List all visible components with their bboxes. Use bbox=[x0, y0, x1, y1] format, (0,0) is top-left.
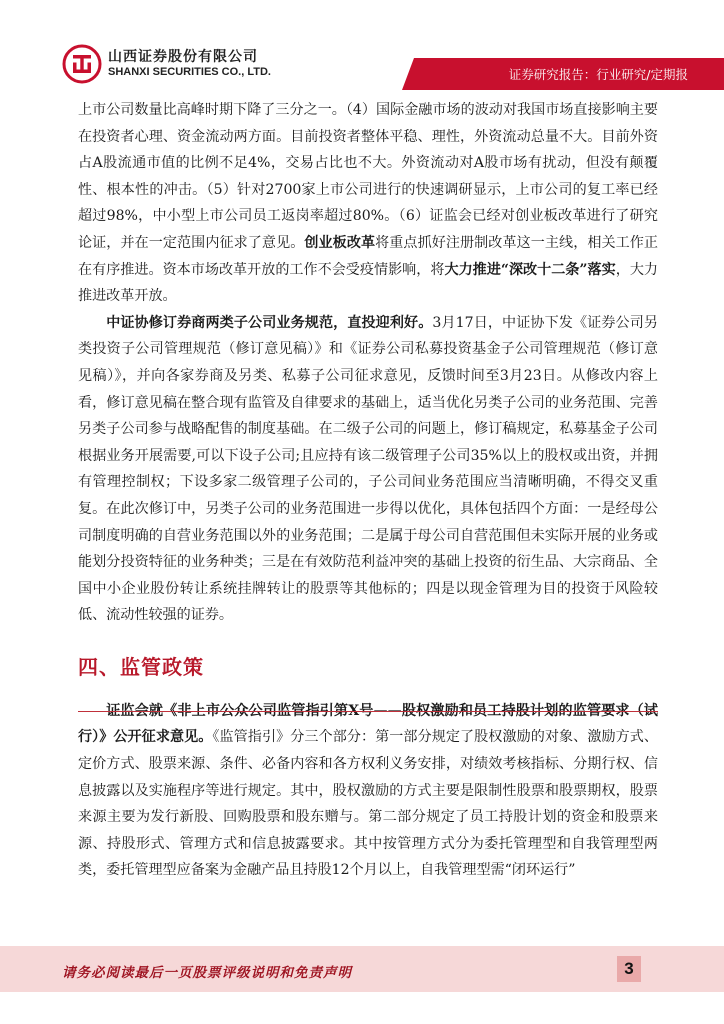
company-name-cn: 山西证券股份有限公司 bbox=[108, 49, 258, 65]
company-logo-icon bbox=[62, 44, 102, 84]
bold-run: 创业板改革 bbox=[304, 234, 376, 251]
disclaimer-note: 请务必阅读最后一页股票评级说明和免责声明 bbox=[62, 965, 352, 981]
section-divider bbox=[78, 711, 658, 712]
page-footer bbox=[0, 946, 724, 992]
bold-run: 证监会就《非上市公众公司监管指引第X号——股权激励和员工持股计划的监管要求（试行）》公开征求意见。 bbox=[78, 702, 658, 746]
text-run: 将重点抓好注册制改革这一主线，相关工作正在有序推进。资本市场改革开放的工作不会受疫情影响，将 bbox=[78, 234, 659, 278]
page-header bbox=[0, 0, 724, 96]
report-type-banner bbox=[402, 58, 724, 90]
paragraph-market-overview bbox=[78, 97, 658, 310]
text-run: 3月17日，中证协下发《证券公司另类投资子公司管理规范（修订意见稿）》和《证券公司私募投资基金子公司管理规范（修订意见稿）》，并向各家券商及另类、私募子公司征求意见，反馈时间至3月23日。从修改内容上看，修订意见稿在整合现有监管及自律要求的基础上，适当优化另类子公司的业务范围、完善另类子公司参与战略配售的制度基础。在二级子公司的问题上，修订稿规定，私募基金子公司根据业务开展需要,可以下设子公司;且应持有该二级管理子公司35%以上的股权或出资，并拥有管理控制权；下设多家二级管理子公司的，子公司间业务范围应当清晰明确，不得交叉重复。在此次修订中，另类子公司的业务范围进一步得以优化，具体包括四个方面：一是经母公司制度明确的自营业务范围以外的业务范围；二是属于母公司自营范围但未实际开展的业务或能划分投资特征的业务种类；三是在有效防范利益冲突的基础上投资的衍生品、大宗商品、全国中小企业股份转让系统挂牌转让的股票等其他标的；四是以现金管理为目的投资于风险较低、流动性较强的证券。 bbox=[78, 314, 658, 624]
main-content bbox=[78, 97, 658, 884]
text-run: 上市公司数量比高峰时期下降了三分之一。（4）国际金融市场的波动对我国市场直接影响主要在投资者心理、资金流动两方面。目前投资者整体平稳、理性，外资流动总量不大。目前外资占A股流通市值的比例不足4%，交易占比也不大。外资流动对A股市场有扰动，但没有颠覆性、根本性的冲击。（5）针对2700家上市公司进行的快速调研显示，上市公司的复工率已经超过98%，中小型上市公司员工返岗率超过80%。（6）证监会已经对创业板改革进行了研究论证，并在一定范围内征求了意见。 bbox=[78, 102, 658, 251]
report-type-label: 证券研究报告：行业研究/定期报 bbox=[508, 67, 688, 82]
text-run: ，大力推进改革开放。 bbox=[78, 261, 659, 305]
bold-run: 大力推进“深改十二条”落实 bbox=[444, 261, 616, 278]
company-name-en: SHANXI SECURITIES CO., LTD. bbox=[108, 66, 271, 78]
paragraph-subsidiary-rules bbox=[78, 310, 658, 629]
bold-run: 中证协修订券商两类子公司业务规范，直投迎利好。 bbox=[106, 314, 433, 331]
paragraph-regulatory-guideline bbox=[78, 698, 658, 884]
text-run: 《监管指引》分三个部分：第一部分规定了股权激励的对象、激励方式、定价方式、股票来源、条件、必备内容和各方权利义务安排，对绩效考核指标、分期行权、信息披露以及实施程序等进行规定。其中，股权激励的方式主要是限制性股票和股票期权，股票来源主要为发行新股、回购股票和股东赠与。第二部分规定了员工持股计划的资金和股票来源、持股形式、管理方式和信息披露要求。其中按管理方式分为委托管理型和自我管理型两类，委托管理型应备案为金融产品且持股12个月以上，自我管理型需“闭环运行” bbox=[78, 729, 658, 879]
section-title: 四、监管政策 bbox=[78, 654, 204, 679]
page-number: 3 bbox=[617, 956, 641, 982]
